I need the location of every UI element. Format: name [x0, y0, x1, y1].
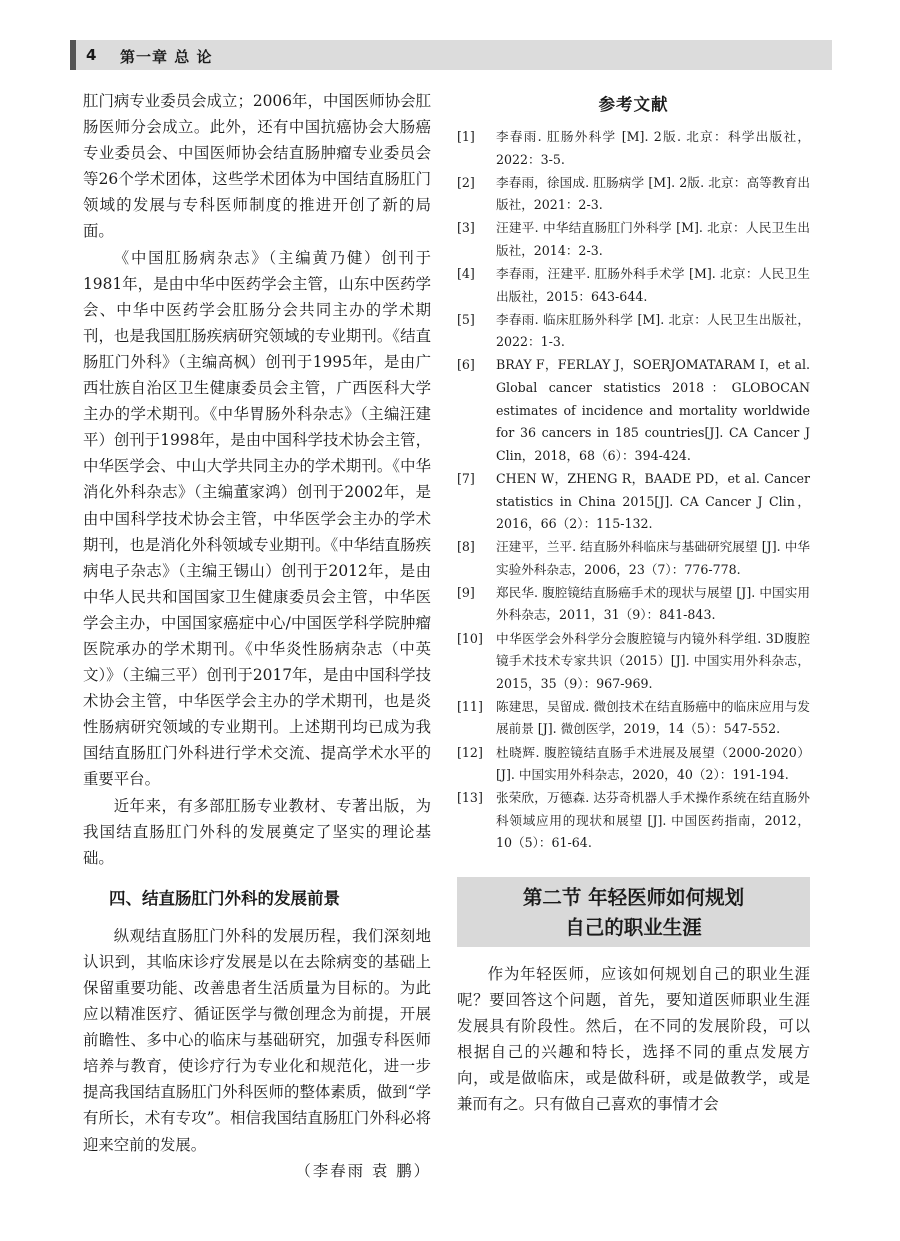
reference-item	[457, 582, 810, 627]
references-title: 参考文献	[598, 95, 669, 114]
paragraph-journals: 《中国肛肠病杂志》（主编黄乃健）创刊于1981年，是由中华中医药学会主管，山东中医药学会、中华中医药学会肛肠分会共同主办的学术期刊，也是我国肛肠疾病研究领域的专业期刊。《结直肠肛门外科》（主编高枫）创刊于1995年，是由广西壮族自治区卫生健康委员会主管，广西医科大学主办的学术期刊。《中华胃肠外科杂志》（主编汪建平）创刊于1998年，是由中国科学技术协会主管，中华医学会、中山大学共同主办的学术期刊。《中华消化外科杂志》（主编董家鸿）创刊于2002年，是由中国科学技术协会主管，中华医学会主办的学术期刊，也是消化外科领域专业期刊。《中华结直肠疾病电子杂志》（主编王锡山）创刊于2012年，是由中华人民共和国国家卫生健康委员会主管，中华医学会主办，中国国家癌症中心/中国医学科学院肿瘤医院承办的学术期刊。《中华炎性肠病杂志（中英文）》（主编三平）创刊于2017年，是由中国科学技术协会主管，中华医学会主办的学术期刊，也是炎性肠病研究领域的专业期刊。上述期刊均已成为我国结直肠肛门外科进行学术交流、提高学术水平的重要平台。	[83, 248, 431, 789]
right-column	[457, 88, 810, 1118]
reference-number: [1]	[457, 129, 475, 144]
reference-text: 中华医学会外科学分会腹腔镜与内镜外科学组. 3D腹腔镜手术技术专家共识（2015）[J]. 中国实用外科杂志，2015，35（9）：967-969.	[496, 630, 810, 691]
reference-number: [11]	[457, 698, 483, 714]
reference-text: CHEN W，ZHENG R，BAADE PD，et al. Cancer statistics in China 2015[J]. CA Cancer J Clin，2016，66（2）：115-132.	[496, 470, 810, 532]
reference-text: 陈建思，吴留成. 微创技术在结直肠癌中的临床应用与发展前景 [J]. 微创医学，2019，14（5）：547-552.	[496, 698, 810, 737]
reference-item	[457, 126, 810, 171]
left-column	[83, 88, 431, 1184]
reference-number: [5]	[457, 311, 475, 327]
reference-item	[457, 696, 810, 741]
reference-number: [7]	[457, 470, 475, 486]
paragraph-textbooks: 近年来，有多部肛肠专业教材、专著出版，为我国结直肠肛门外科的发展奠定了坚实的理论基础。	[83, 796, 431, 867]
reference-item	[457, 263, 810, 308]
reference-item	[457, 217, 810, 262]
reference-text: BRAY F，FERLAY J，SOERJOMATARAM I，et al. Global cancer statistics 2018：GLOBOCAN estimates of incidence and mortality worldwide for 36 cancers in 185 countries[J]. CA Cancer J Clin，2018，68（6）：394-424.	[496, 357, 810, 463]
reference-number: [4]	[457, 266, 475, 282]
reference-number: [12]	[457, 744, 483, 760]
reference-text: 汪建平. 中华结直肠肛门外科学 [M]. 北京：人民卫生出版社，2014：2-3.	[496, 220, 810, 258]
reference-number: [13]	[457, 790, 483, 806]
reference-number: [9]	[457, 584, 475, 600]
section-heading-prospects: 四、结直肠肛门外科的发展前景	[109, 888, 340, 908]
reference-number: [6]	[457, 357, 475, 373]
reference-item	[457, 309, 810, 354]
references-list	[457, 126, 810, 855]
reference-text: 李春雨，徐国成. 肛肠病学 [M]. 2版. 北京：高等教育出版社，2021：2-3.	[496, 174, 810, 213]
reference-item	[457, 787, 810, 855]
reference-item	[457, 354, 810, 467]
reference-text: 郑民华. 腹腔镜结直肠癌手术的现状与展望 [J]. 中国实用外科杂志，2011，31（9）：841-843.	[496, 584, 810, 623]
reference-item	[457, 628, 810, 696]
reference-text: 汪建平，兰平. 结直肠外科临床与基础研究展望 [J]. 中华实验外科杂志，2006，23（7）：776-778.	[496, 539, 810, 577]
reference-item	[457, 468, 810, 536]
reference-text: 杜晓辉. 腹腔镜结直肠手术进展及展望（2000-2020）[J]. 中国实用外科杂志，2020，40（2）：191-194.	[496, 744, 810, 783]
section-title-box	[457, 877, 810, 947]
reference-text: 李春雨. 临床肛肠外科学 [M]. 北京：人民卫生出版社，2022：1-3.	[496, 311, 810, 350]
reference-text: 张荣欣，万德森. 达芬奇机器人手术操作系统在结直肠外科领域应用的现状和展望 [J]. 中国医药指南，2012，10（5）：61-64.	[496, 790, 810, 851]
reference-item	[457, 172, 810, 217]
reference-item	[457, 536, 810, 581]
section-title-line2: 自己的职业生涯	[565, 916, 702, 939]
paragraph-career: 作为年轻医师，应该如何规划自己的职业生涯呢？要回答这个问题，首先，要知道医师职业生涯发展具有阶段性。然后，在不同的发展阶段，可以根据自己的兴趣和特长，选择不同的重点发展方向，或是做临床，或是做科研，或是做教学，或是兼而有之。只有做自己喜欢的事情才会	[457, 965, 810, 1114]
paragraph-prospects: 纵观结直肠肛门外科的发展历程，我们深刻地认识到，其临床诊疗发展是以在去除病变的基础上保留重要功能、改善患者生活质量为目标的。为此应以精准医疗、循证医学与微创理念为前提，开展前瞻性、多中心的临床与基础研究，加强专科医师培养与教育，使诊疗行为专业化和规范化，进一步提高我国结直肠肛门外科医师的整体素质，做到“学有所长，术有专攻”。相信我国结直肠肛门外科必将迎来空前的发展。	[83, 926, 431, 1154]
reference-number: [2]	[457, 174, 475, 190]
reference-text: 李春雨. 肛肠外科学 [M]. 2版. 北京：科学出版社，2022：3-5.	[496, 129, 810, 167]
page-number: 4	[86, 46, 97, 64]
section-title-line1: 第二节 年轻医师如何规划	[522, 886, 745, 909]
chapter-title: 第一章 总 论	[120, 48, 213, 66]
reference-text: 李春雨，汪建平. 肛肠外科手术学 [M]. 北京：人民卫生出版社，2015：643-644.	[496, 266, 810, 304]
header-accent-strip	[70, 40, 76, 70]
reference-item	[457, 742, 810, 787]
reference-number: [10]	[457, 630, 483, 646]
reference-number: [8]	[457, 539, 475, 555]
reference-number: [3]	[457, 220, 475, 236]
paragraph-societies: 肛门病专业委员会成立；2006年，中国医师协会肛肠医师分会成立。此外，还有中国抗癌协会大肠癌专业委员会、中国医师协会结直肠肿瘤专业委员会等26个学术团体，这些学术团体为中国结直肠肛门领域的发展与专科医师制度的推进开创了新的局面。	[83, 92, 431, 241]
author-signature: （李春雨 袁 鹏）	[295, 1161, 431, 1180]
